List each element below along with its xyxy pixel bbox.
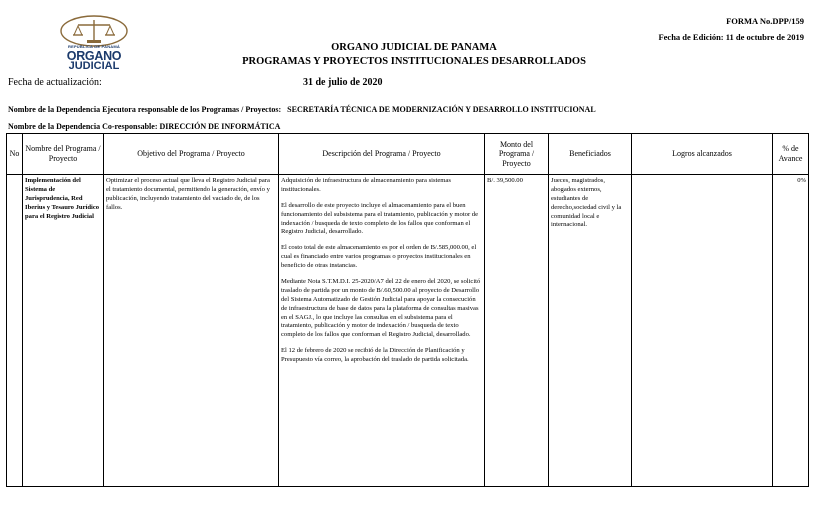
logo-line1: ORGANO bbox=[66, 49, 122, 63]
table-header-row bbox=[7, 134, 809, 175]
description-paragraph: Mediante Nota S.T.M.D.I. 25-2020/A7 del 22 de enero del 2020, se solicitó traslado de partida por un monto de B/.60,500.00 al proyecto de Desarrollo del Sistema Automatizado de Gestión Judicial para apoyar la consecución de infraestructura de base de datos para la plataforma de consultas masivas en el SAGJ., lo que incluye las consultas en el subsistema para el tratamiento, publicación y motor de indexación / busqueda de texto completo de los fallos que conforman el Registro Judicial, desarrollado. bbox=[281, 278, 481, 339]
cell-project-name: Implementación del Sistema de Jurisprudencia, Red Iberius y Tesauro Jurídico para el Registro Judicial bbox=[23, 175, 104, 487]
logo-small-text: REPÚBLICA DE PANAMÁ bbox=[67, 44, 121, 49]
executing-dependency bbox=[8, 105, 596, 114]
cell-description bbox=[279, 175, 485, 487]
logo-line2: JUDICIAL bbox=[68, 60, 120, 72]
update-date-value: 31 de julio de 2020 bbox=[303, 77, 383, 88]
description-paragraph: El desarrollo de este proyecto incluye el almacenamiento para el buen funcionamiento del subsistema para el tratamiento, publicación y motor de indexación / busqueda de texto completo de los fallos que conforman el Registro Judicial, desarrollado. bbox=[281, 201, 479, 236]
cell-objective: Optimizar el proceso actual que lleva el Registro Judicial para el tratamiento documental, permitiendo la generación, envío y publicación, incluyendo tratamiento del vaciado de, de los fallos. bbox=[104, 175, 279, 487]
table-row bbox=[7, 175, 809, 487]
header-achievements: Logros alcanzados bbox=[632, 134, 773, 175]
projects-table bbox=[6, 133, 809, 487]
edition-date: Fecha de Edición: 11 de octubre de 2019 bbox=[658, 32, 804, 42]
header-description: Descripción del Programa / Proyecto bbox=[279, 134, 485, 175]
description-paragraph: Adquisición de infraestructura de almacenamiento para sistemas institucionales. bbox=[281, 177, 451, 193]
page-subtitle: PROGRAMAS Y PROYECTOS INSTITUCIONALES DESARROLLADOS bbox=[242, 56, 586, 67]
cell-amount: B/. 39,500.00 bbox=[485, 175, 549, 487]
cell-no bbox=[7, 175, 23, 487]
description-paragraph: El costo total de este almacenamiento es por el orden de B/.585,000.00, el cual es financiado entre varios programas o proyectos institucionales en beneficio de otras instancias. bbox=[281, 244, 477, 270]
cell-progress: 0% bbox=[773, 175, 809, 487]
co-responsible-label: Nombre de la Dependencia Co-responsable: bbox=[8, 122, 158, 131]
header-beneficiaries: Beneficiados bbox=[549, 134, 632, 175]
form-number: FORMA No.DPP/159 bbox=[726, 16, 804, 26]
header-no: No bbox=[7, 134, 23, 175]
update-date-label: Fecha de actualización: bbox=[8, 77, 102, 88]
executing-dependency-value: SECRETARÍA TÉCNICA DE MODERNIZACIÓN Y DESARROLLO INSTITUCIONAL bbox=[287, 105, 596, 114]
description-paragraph: El 12 de febrero de 2020 se recibió de la Dirección de Planificación y Presupuesto vía correo, la aprobación del traslado de partida solicitada. bbox=[281, 347, 469, 364]
co-responsible-value: DIRECCIÓN DE INFORMÁTICA bbox=[159, 122, 281, 131]
header-objective: Objetivo del Programa / Proyecto bbox=[104, 134, 279, 175]
executing-dependency-label: Nombre de la Dependencia Ejecutora responsable de los Programas / Proyectos: bbox=[8, 105, 282, 114]
header-progress: % de Avance bbox=[773, 134, 809, 175]
co-responsible-dependency bbox=[8, 122, 280, 131]
header-name: Nombre del Programa / Proyecto bbox=[23, 134, 104, 175]
cell-achievements bbox=[632, 175, 773, 487]
header-amount: Monto del Programa / Proyecto bbox=[485, 134, 549, 175]
page-title: ORGANO JUDICIAL DE PANAMA bbox=[331, 42, 497, 53]
cell-beneficiaries: Jueces, magistrados, abogados externos, estudiantes de derecho,sociedad civil y la comunidad local e internacional. bbox=[549, 175, 632, 487]
